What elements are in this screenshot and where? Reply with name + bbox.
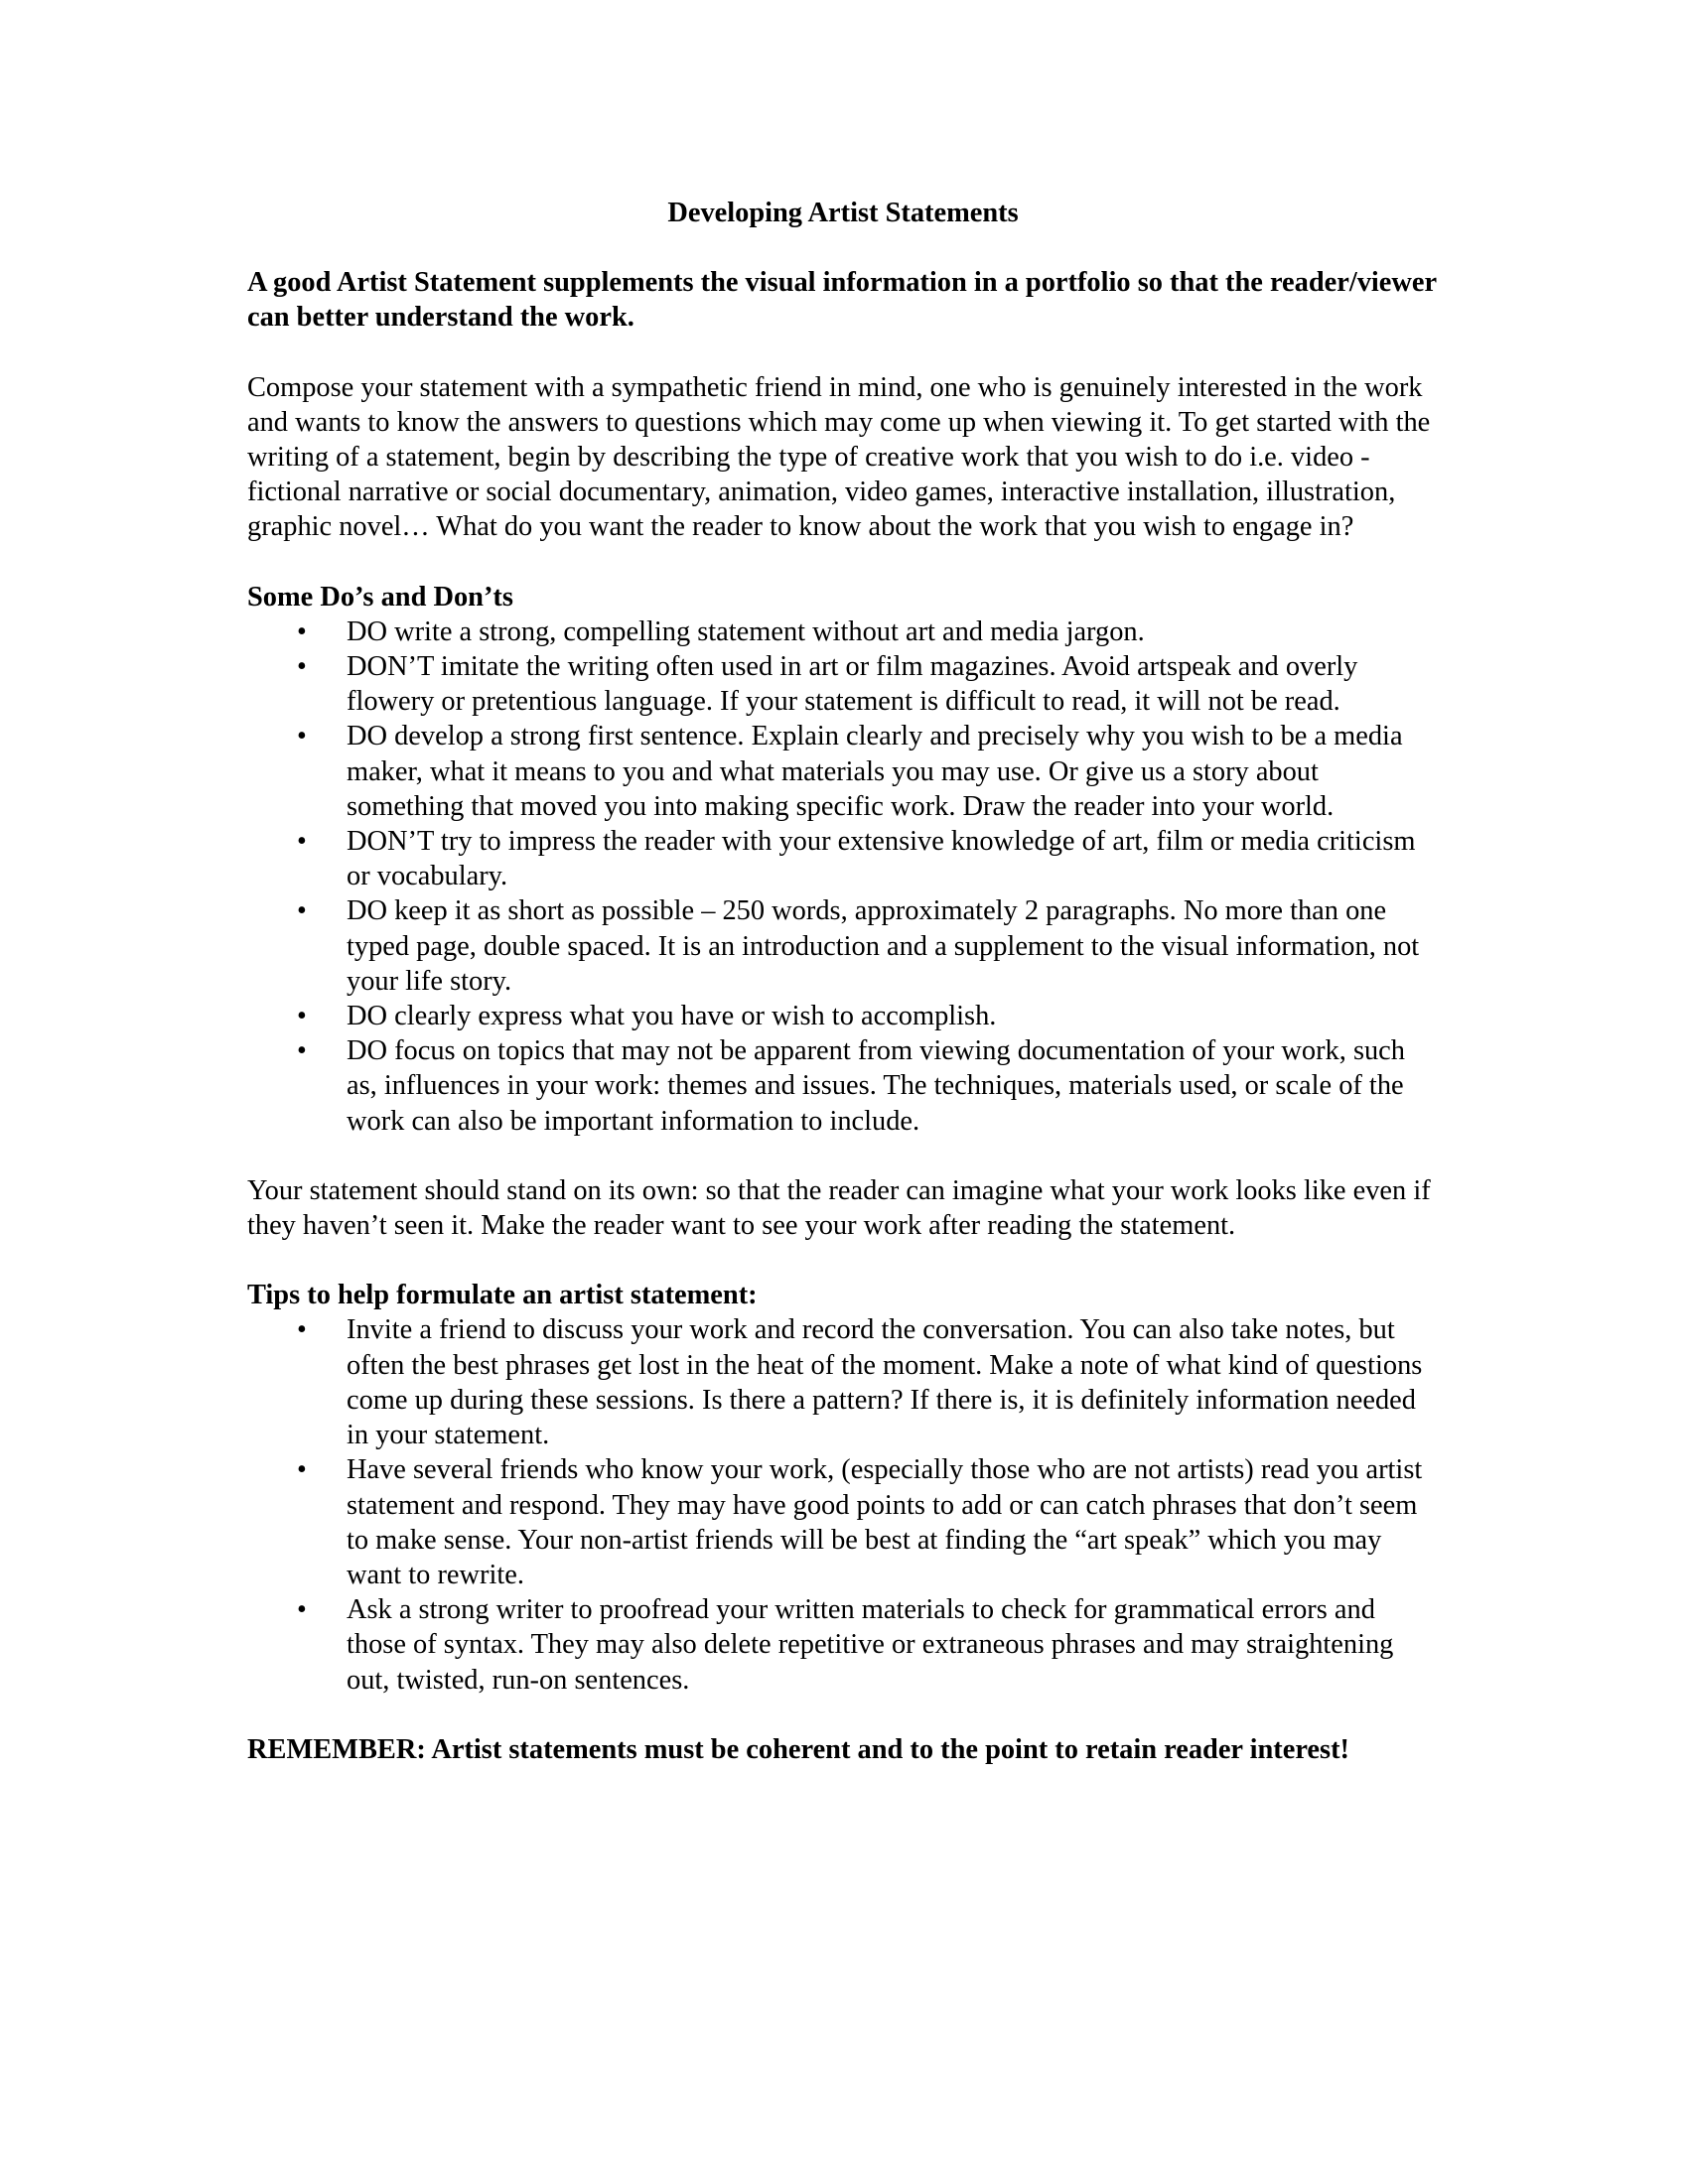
bullet-icon: • xyxy=(297,1594,307,1626)
list-item xyxy=(247,1452,1439,1592)
list-item-text: DO develop a strong first sentence. Explain clearly and precisely why you wish to be a media maker, what it means to you and what materials you may use. Or give us a story about something that moved you into making specific work. Draw the reader into your world. xyxy=(347,721,1403,822)
list-item xyxy=(247,824,1439,893)
list-item-text: DO clearly express what you have or wish to accomplish. xyxy=(347,1001,997,1032)
list-item-text: DO write a strong, compelling statement without art and media jargon. xyxy=(347,615,1145,647)
list-item xyxy=(247,614,1439,649)
list-item xyxy=(247,1033,1439,1139)
bullet-icon: • xyxy=(297,826,307,858)
list-item xyxy=(247,719,1439,824)
list-item-text: DON’T try to impress the reader with your extensive knowledge of art, film or media criticism or vocabulary. xyxy=(347,826,1416,892)
list-item xyxy=(247,1592,1439,1698)
bullet-icon: • xyxy=(297,1314,307,1346)
bullet-icon: • xyxy=(297,1001,307,1032)
tips-heading: Tips to help formulate an artist statement: xyxy=(247,1280,758,1311)
list-item xyxy=(247,649,1439,719)
tips-list xyxy=(247,1312,1439,1697)
standalone-paragraph: Your statement should stand on its own: so that the reader can imagine what your work looks like even if they haven’t seen it. Make the reader want to see your work after reading the statement. xyxy=(247,1174,1431,1242)
intro-paragraph: Compose your statement with a sympathetic friend in mind, one who is genuinely interested in the work and wants to know the answers to questions which may come up when viewing it. To get started with the writing of a statement, begin by describing the type of creative work that you wish to do i.e. video - fictional narrative or social documentary, animation, video games, interactive installation, illustration, graphic novel… What do you want the reader to know about the work that you wish to engage in? xyxy=(247,371,1431,543)
list-item-text: DON’T imitate the writing often used in art or film magazines. Avoid artspeak and overly flowery or pretentious language. If your statement is difficult to read, it will not be read. xyxy=(347,651,1358,718)
list-item-text: Have several friends who know your work, (especially those who are not artists) read you artist statement and respond. They may have good points to add or can catch phrases that don’t seem to make sense. Your non-artist friends will be best at finding the “art speak” which you may want to rewrite. xyxy=(347,1454,1423,1590)
lead-statement: A good Artist Statement supplements the visual information in a portfolio so that the reader/viewer can better understand the work. xyxy=(247,267,1437,334)
reminder-text: REMEMBER: Artist statements must be coherent and to the point to retain reader interest! xyxy=(247,1733,1349,1765)
bullet-icon: • xyxy=(297,895,307,927)
list-item-text: Ask a strong writer to proofread your written materials to check for grammatical errors and those of syntax. They may also delete repetitive or extraneous phrases and may straightening out, twisted, run-on sentences. xyxy=(347,1594,1394,1696)
list-item-text: Invite a friend to discuss your work and record the conversation. You can also take notes, but often the best phrases get lost in the heat of the moment. Make a note of what kind of questions come up during these sessions. Is there a pattern? If there is, it is definitely information needed in your statement. xyxy=(347,1314,1423,1451)
dos-donts-list xyxy=(247,614,1439,1139)
list-item xyxy=(247,893,1439,999)
bullet-icon: • xyxy=(297,721,307,752)
document-page xyxy=(247,196,1439,1767)
bullet-icon: • xyxy=(297,615,307,647)
list-item xyxy=(247,999,1439,1033)
list-item xyxy=(247,1312,1439,1452)
list-item-text: DO keep it as short as possible – 250 words, approximately 2 paragraphs. No more than one typed page, double spaced. It is an introduction and a supplement to the visual information, not your life story. xyxy=(347,895,1420,997)
document-title: Developing Artist Statements xyxy=(667,198,1019,228)
bullet-icon: • xyxy=(297,1035,307,1067)
bullet-icon: • xyxy=(297,651,307,683)
dos-donts-heading: Some Do’s and Don’ts xyxy=(247,581,513,613)
bullet-icon: • xyxy=(297,1454,307,1486)
list-item-text: DO focus on topics that may not be apparent from viewing documentation of your work, such as, influences in your work: themes and issues. The techniques, materials used, or scale of the work can also be important information to include. xyxy=(347,1035,1405,1137)
